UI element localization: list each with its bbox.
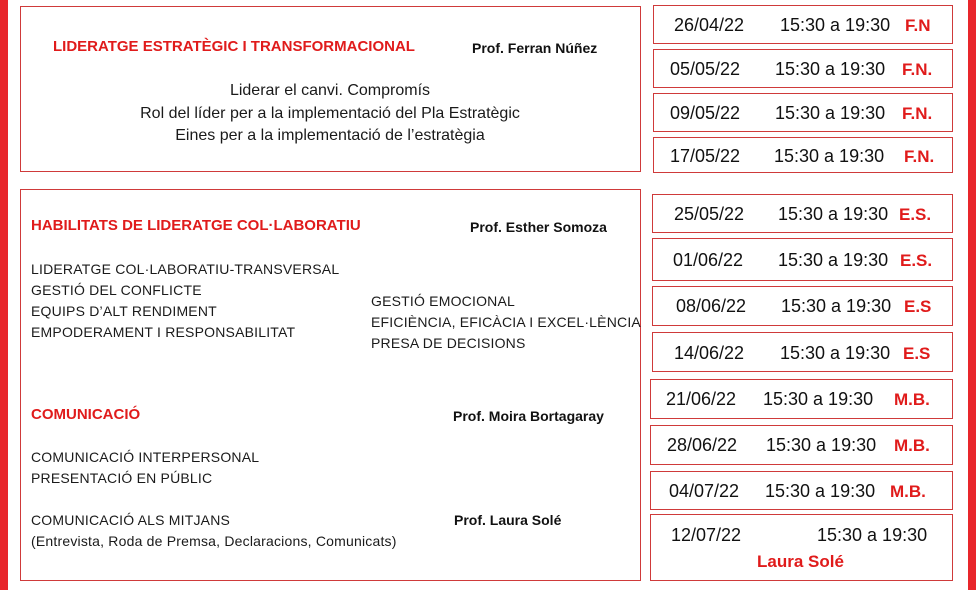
course-box-strategic-leadership <box>20 6 641 172</box>
session-row <box>652 332 953 372</box>
session-row <box>650 379 953 419</box>
session-time: 15:30 a 19:30 <box>774 146 885 166</box>
session-instructor-name: Laura Solé <box>757 552 844 571</box>
session-time: 15:30 a 19:30 <box>780 343 891 363</box>
session-row <box>650 425 953 465</box>
session-instructor-code: M.B. <box>890 482 926 501</box>
professor-name: Prof. Laura Solé <box>454 512 562 528</box>
skill-item: COMUNICACIÓ ALS MITJANS <box>31 512 231 528</box>
session-instructor-code: E.S <box>903 344 931 363</box>
session-row <box>653 5 953 44</box>
skill-item: EMPODERAMENT I RESPONSABILITAT <box>31 324 296 340</box>
session-time: 15:30 a 19:30 <box>781 296 892 316</box>
course-title: HABILITATS DE LIDERATGE COL·LABORATIU <box>31 217 361 234</box>
course-title: LIDERATGE ESTRATÈGIC I TRANSFORMACIONAL <box>53 38 415 55</box>
session-row <box>652 238 953 281</box>
session-time: 15:30 a 19:30 <box>775 59 886 79</box>
course-title: COMUNICACIÓ <box>31 406 141 423</box>
session-date: 21/06/22 <box>666 389 737 409</box>
session-row <box>653 49 953 88</box>
course-topic: Rol del líder per a la implementació del Pla Estratègic <box>140 105 520 122</box>
session-row <box>653 93 953 132</box>
session-time: 15:30 a 19:30 <box>765 481 876 501</box>
session-instructor-code: E.S <box>904 297 932 316</box>
skill-item-detail: (Entrevista, Roda de Premsa, Declaracions, Comunicats) <box>31 533 397 549</box>
skill-item: PRESENTACIÓ EN PÚBLIC <box>31 470 213 486</box>
professor-name: Prof. Moira Bortagaray <box>453 408 604 424</box>
session-row <box>650 514 953 581</box>
course-topic: Eines per a la implementació de l’estratègia <box>175 127 485 144</box>
session-date: 09/05/22 <box>670 103 741 123</box>
skill-item: LIDERATGE COL·LABORATIU-TRANSVERSAL <box>31 261 340 277</box>
session-date: 26/04/22 <box>674 15 745 35</box>
skill-item: EFICIÈNCIA, EFICÀCIA I EXCEL·LÈNCIA <box>371 314 641 330</box>
session-row <box>653 137 953 173</box>
session-time: 15:30 a 19:30 <box>763 389 874 409</box>
session-date: 17/05/22 <box>670 146 741 166</box>
session-instructor-code: F.N. <box>904 147 935 166</box>
skill-item: EQUIPS D’ALT RENDIMENT <box>31 303 217 319</box>
session-time: 15:30 a 19:30 <box>778 204 889 224</box>
course-box-collaborative-communication <box>20 189 641 581</box>
session-row <box>652 194 953 233</box>
course-topic: Liderar el canvi. Compromís <box>229 82 431 99</box>
session-date: 28/06/22 <box>667 435 738 455</box>
session-time: 15:30 a 19:30 <box>778 250 889 270</box>
session-date: 08/06/22 <box>676 296 747 316</box>
session-row <box>650 471 953 510</box>
session-time: 15:30 a 19:30 <box>766 435 877 455</box>
session-instructor-code: E.S. <box>899 205 932 224</box>
session-date: 25/05/22 <box>674 204 745 224</box>
skill-item: GESTIÓ EMOCIONAL <box>371 293 515 309</box>
professor-name: Prof. Ferran Núñez <box>472 40 598 56</box>
session-date: 12/07/22 <box>671 525 742 545</box>
session-instructor-code: M.B. <box>894 390 930 409</box>
session-time: 15:30 a 19:30 <box>775 103 886 123</box>
session-date: 14/06/22 <box>674 343 745 363</box>
skill-item: COMUNICACIÓ INTERPERSONAL <box>31 449 260 465</box>
session-instructor-code: F.N <box>905 16 931 35</box>
session-row <box>652 286 953 326</box>
skill-item: PRESA DE DECISIONS <box>371 335 526 351</box>
skill-item: GESTIÓ DEL CONFLICTE <box>31 282 202 298</box>
session-time: 15:30 a 19:30 <box>817 525 928 545</box>
session-date: 01/06/22 <box>673 250 744 270</box>
session-time: 15:30 a 19:30 <box>780 15 891 35</box>
session-instructor-code: E.S. <box>900 251 933 270</box>
right-accent-bar <box>968 0 976 590</box>
left-accent-bar <box>0 0 8 590</box>
professor-name: Prof. Esther Somoza <box>470 219 607 235</box>
session-date: 05/05/22 <box>670 59 741 79</box>
session-date: 04/07/22 <box>669 481 740 501</box>
session-instructor-code: M.B. <box>894 436 930 455</box>
session-instructor-code: F.N. <box>902 104 933 123</box>
session-instructor-code: F.N. <box>902 60 933 79</box>
